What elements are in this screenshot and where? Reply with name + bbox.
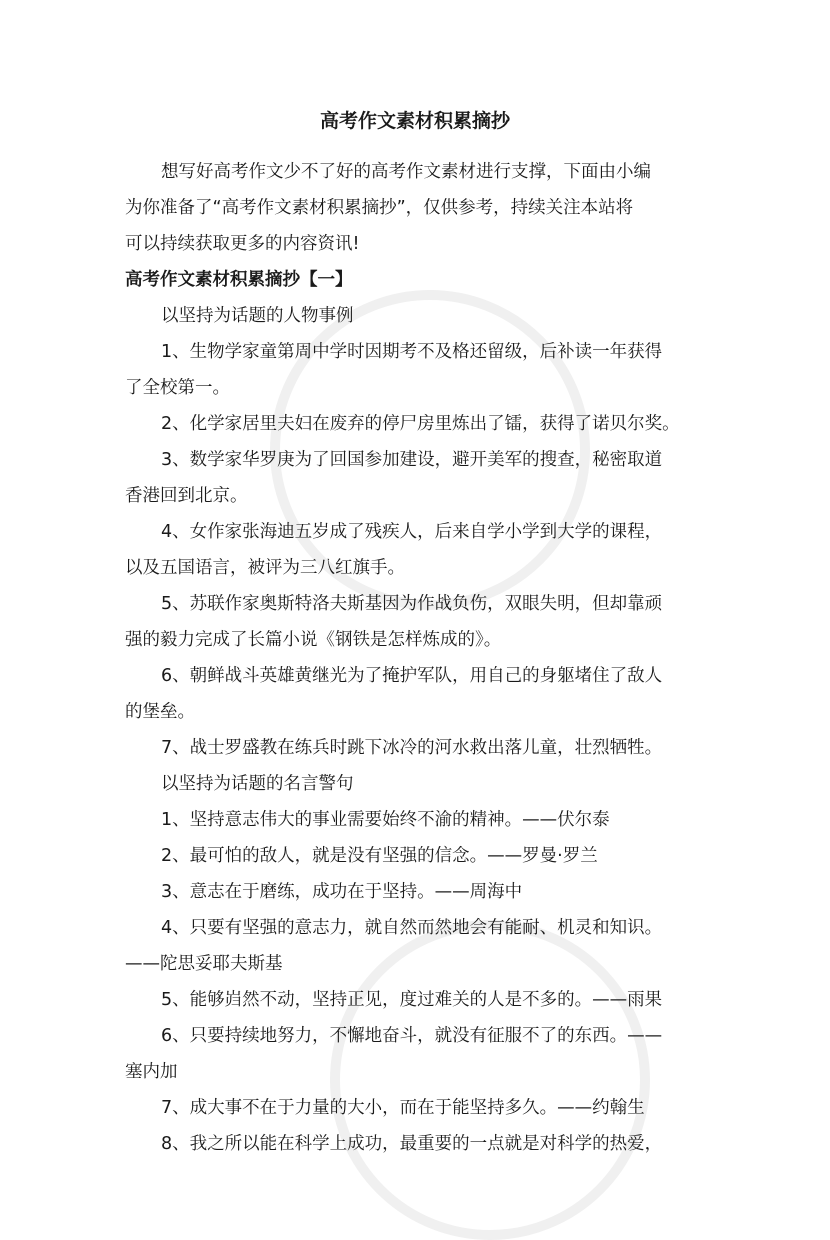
example-line: 6、朝鲜战斗英雄黄继光为了掩护军队，用自己的身躯堵住了敌人 [161, 666, 663, 686]
example-line: 1、生物学家童第周中学时因期考不及格还留级，后补读一年获得 [161, 342, 663, 362]
intro-line: 为你准备了“高考作文素材积累摘抄”，仅供参考，持续关注本站将 [125, 198, 634, 218]
quote-line: 5、能够岿然不动，坚持正见，度过难关的人是不多的。——雨果 [161, 990, 663, 1010]
example-line: 2、化学家居里夫妇在废弃的停尸房里炼出了镭，获得了诺贝尔奖。 [161, 414, 680, 434]
quote-line: 2、最可怕的敌人，就是没有坚强的信念。——罗曼·罗兰 [161, 846, 598, 866]
quote-line: 1、坚持意志伟大的事业需要始终不渝的精神。——伏尔泰 [161, 810, 610, 830]
quote-line: 4、只要有坚强的意志力，就自然而然地会有能耐、机灵和知识。 [161, 918, 663, 938]
intro-line: 想写好高考作文少不了好的高考作文素材进行支撑，下面由小编 [161, 162, 651, 182]
quote-line: ——陀思妥耶夫斯基 [125, 954, 283, 974]
quote-line: 8、我之所以能在科学上成功，最重要的一点就是对科学的热爱， [161, 1134, 663, 1154]
example-line: 强的毅力完成了长篇小说《钢铁是怎样炼成的》。 [125, 630, 502, 650]
example-line: 5、苏联作家奥斯特洛夫斯基因为作战负伤，双眼失明，但却靠顽 [161, 594, 663, 614]
example-line: 了全校第一。 [125, 378, 230, 398]
example-line: 3、数学家华罗庚为了回国参加建设，避开美军的搜查，秘密取道 [161, 450, 663, 470]
examples-heading: 以坚持为话题的人物事例 [161, 306, 354, 326]
example-line: 的堡垒。 [125, 702, 195, 722]
example-line: 7、战士罗盛教在练兵时跳下冰冷的河水救出落儿童，壮烈牺牲。 [161, 738, 663, 758]
quote-line: 塞内加 [125, 1062, 178, 1082]
example-line: 4、女作家张海迪五岁成了残疾人，后来自学小学到大学的课程， [161, 522, 663, 542]
section-heading: 高考作文素材积累摘抄【一】 [125, 270, 353, 290]
example-line: 以及五国语言，被评为三八红旗手。 [125, 558, 405, 578]
document-title: 高考作文素材积累摘抄 [319, 110, 510, 132]
intro-line: 可以持续获取更多的内容资讯! [125, 234, 360, 254]
quote-line: 3、意志在于磨练，成功在于坚持。——周海中 [161, 882, 523, 902]
quote-line: 6、只要持续地努力，不懈地奋斗，就没有征服不了的东西。—— [161, 1026, 663, 1046]
quote-line: 7、成大事不在于力量的大小，而在于能坚持多久。——约翰生 [161, 1098, 645, 1118]
document-body [125, 154, 725, 1162]
quotes-heading: 以坚持为话题的名言警句 [161, 774, 354, 794]
example-line: 香港回到北京。 [125, 486, 248, 506]
